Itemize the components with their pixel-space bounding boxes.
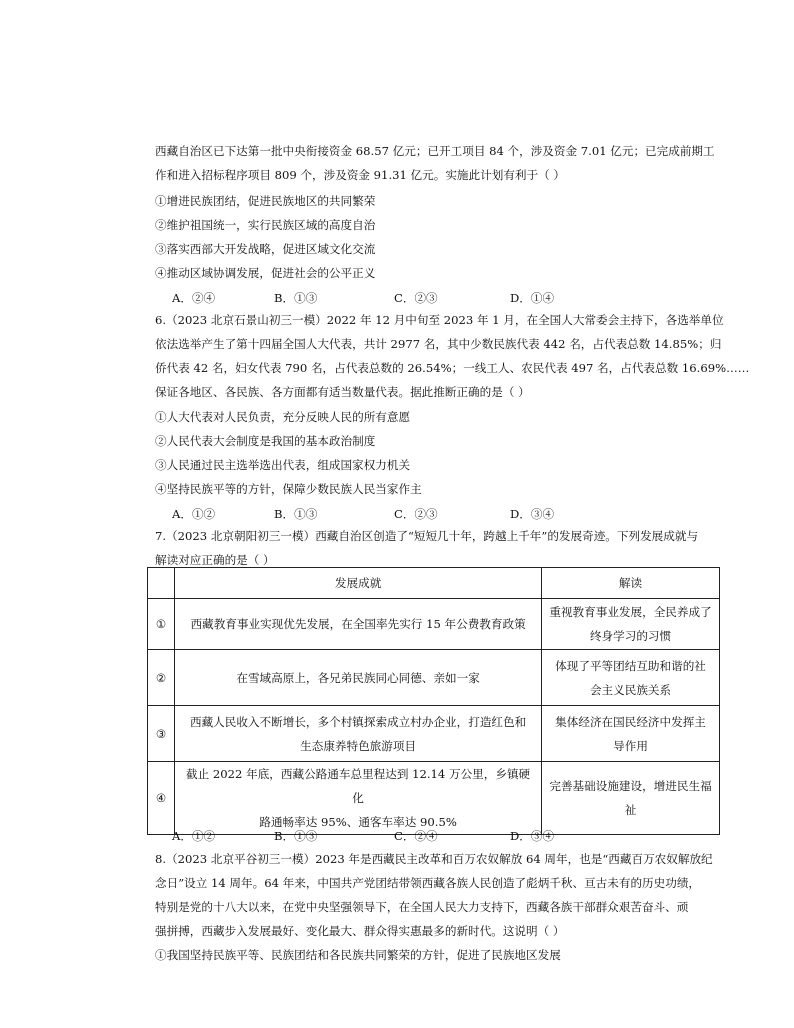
q5-choice-3: ③落实西部大开发战略，促进区域文化交流	[155, 242, 376, 256]
q5-option-c: C．②③	[394, 291, 438, 305]
q5-option-b: B．①③	[274, 291, 318, 305]
q7-row-3-achievement	[175, 706, 542, 762]
q7-row-1-interpretation-line-2: 终身学习的习惯	[589, 629, 672, 643]
q7-table-row-1	[148, 599, 720, 650]
q7-table-header-interpretation: 解读	[542, 568, 720, 599]
q7-row-3-interpretation	[542, 706, 720, 762]
q8-line-3: 特别是党的十八大以来，在党中央坚强领导下，在全国人民大力支持下，西藏各族干部群众艰苦奋斗、顽	[155, 900, 689, 914]
q6-choice-3: ③人民通过民主选举选出代表，组成国家权力机关	[155, 458, 411, 472]
q5-choice-4: ④推动区域协调发展，促进社会的公平正义	[155, 266, 376, 280]
q6-line-1: 6.（2023 北京石景山初三一模）2022 年 12 月中旬至 2023 年 1 月，在全国人大常委会主持下，各选举单位	[155, 313, 724, 327]
q7-row-2-num: ②	[148, 650, 175, 706]
q7-row-1-num: ①	[148, 599, 175, 650]
q7-row-4-achievement-line-2: 路通畅率达 95%、通客车率达 90.5%	[259, 815, 457, 829]
q7-table-row-2	[148, 650, 720, 706]
q7-table-header-num	[148, 568, 175, 599]
q5-line-1: 西藏自治区已下达第一批中央衔接资金 68.57 亿元；已开工项目 84 个，涉及资金 7.01 亿元；已完成前期工	[155, 144, 715, 158]
q6-option-b: B．①③	[274, 507, 318, 521]
q5-choice-1: ①增进民族团结，促进民族地区的共同繁荣	[155, 194, 376, 208]
q8-line-1: 8.（2023 北京平谷初三一模）2023 年是西藏民主改革和百万农奴解放 64 周年，也是“西藏百万农奴解放纪	[155, 852, 713, 866]
q7-option-b: B．①③	[274, 829, 318, 843]
q6-line-4: 保证各地区、各民族、各方面都有适当数量代表。据此推断正确的是（ ）	[155, 385, 530, 399]
q5-choice-2: ②维护祖国统一，实行民族区域的高度自治	[155, 218, 376, 232]
q8-line-4: 强拼搏，西藏步入发展最好、变化最大、群众得实惠最多的新时代。这说明（ ）	[155, 924, 565, 938]
q6-choice-1: ①人大代表对人民负责，充分反映人民的所有意愿	[155, 410, 411, 424]
q7-table	[147, 567, 720, 835]
q8-choice-1: ①我国坚持民族平等、民族团结和各民族共同繁荣的方针，促进了民族地区发展	[155, 948, 561, 962]
q7-row-3-num: ③	[148, 706, 175, 762]
q7-row-3-achievement-line-1: 西藏人民收入不断增长，多个村镇探索成立村办企业，打造红色和	[189, 714, 527, 729]
q8-line-2: 念日”设立 14 周年。64 年来，中国共产党团结带领西藏各族人民创造了彪炳千秋、亘古未有的历史功绩，	[155, 876, 701, 890]
q6-choice-2: ②人民代表大会制度是我国的基本政治制度	[155, 434, 376, 448]
q7-row-3-interpretation-line-1: 集体经济在国民经济中发挥主	[555, 714, 706, 729]
q7-table-row-4	[148, 762, 720, 835]
q7-row-3-interpretation-line-2: 导作用	[613, 738, 648, 753]
q7-row-4-num: ④	[148, 762, 175, 835]
q7-row-2-interpretation	[542, 650, 720, 706]
q6-choice-4: ④坚持民族平等的方针，保障少数民族人民当家作主	[155, 482, 422, 496]
q7-line-2: 解读对应正确的是（ ）	[155, 553, 275, 567]
q7-row-2-interpretation-line-2: 会主义民族关系	[589, 682, 672, 697]
q7-table-row-3	[148, 706, 720, 762]
q7-row-4-interpretation	[542, 762, 720, 835]
q7-row-1-interpretation	[542, 599, 720, 650]
q7-row-2-interpretation-line-1: 体现了平等团结互助和谐的社	[555, 658, 706, 673]
q7-row-1-achievement-line-1: 西藏教育事业实现优先发展，在全国率先实行 15 年公费教育政策	[190, 617, 526, 631]
q6-line-2: 依法选举产生了第十四届全国人大代表，共计 2977 名，其中少数民族代表 442 名，占代表总数 14.85%；归	[155, 337, 722, 351]
q7-table-header-row	[148, 568, 720, 599]
q7-option-d: D．③④	[510, 829, 555, 843]
q7-row-4-interpretation-line-1: 完善基础设施建设，增进民生福	[549, 779, 712, 793]
q7-row-1-interpretation-line-1: 重视教育事业发展，全民养成了	[549, 605, 712, 619]
q6-option-d: D．③④	[510, 507, 555, 521]
q7-row-2-achievement-line-1: 在雪域高原上，各兄弟民族同心同德、亲如一家	[236, 670, 480, 685]
q7-option-a: A．①②	[172, 829, 216, 843]
q5-option-a: A．②④	[172, 291, 216, 305]
q6-option-c: C．②③	[394, 507, 438, 521]
q6-line-3: 侨代表 42 名，妇女代表 790 名，占代表总数的 26.54%；一线工人、农民代表 497 名，占代表总数 16.69%……	[155, 361, 750, 375]
q7-row-2-achievement	[175, 650, 542, 706]
q7-option-c: C．②④	[394, 829, 438, 843]
q7-row-3-achievement-line-2: 生态康养特色旅游项目	[300, 738, 417, 753]
q6-option-a: A．①②	[172, 507, 216, 521]
q7-row-4-achievement	[175, 762, 542, 835]
q7-row-4-interpretation-line-2: 祉	[624, 803, 637, 817]
q7-line-1: 7.（2023 北京朝阳初三一模）西藏自治区创造了“短短几十年，跨越上千年”的发展奇迹。下列发展成就与	[155, 529, 699, 543]
q5-line-2: 作和进入招标程序项目 809 个，涉及资金 91.31 亿元。实施此计划有利于（ ）	[155, 168, 565, 182]
q7-row-1-achievement	[175, 599, 542, 650]
q7-row-4-achievement-line-1: 截止 2022 年底，西藏公路通车总里程达到 12.14 万公里，乡镇硬化	[186, 767, 531, 805]
q5-option-d: D．①④	[510, 291, 555, 305]
q7-table-header-achievement: 发展成就	[175, 568, 542, 599]
